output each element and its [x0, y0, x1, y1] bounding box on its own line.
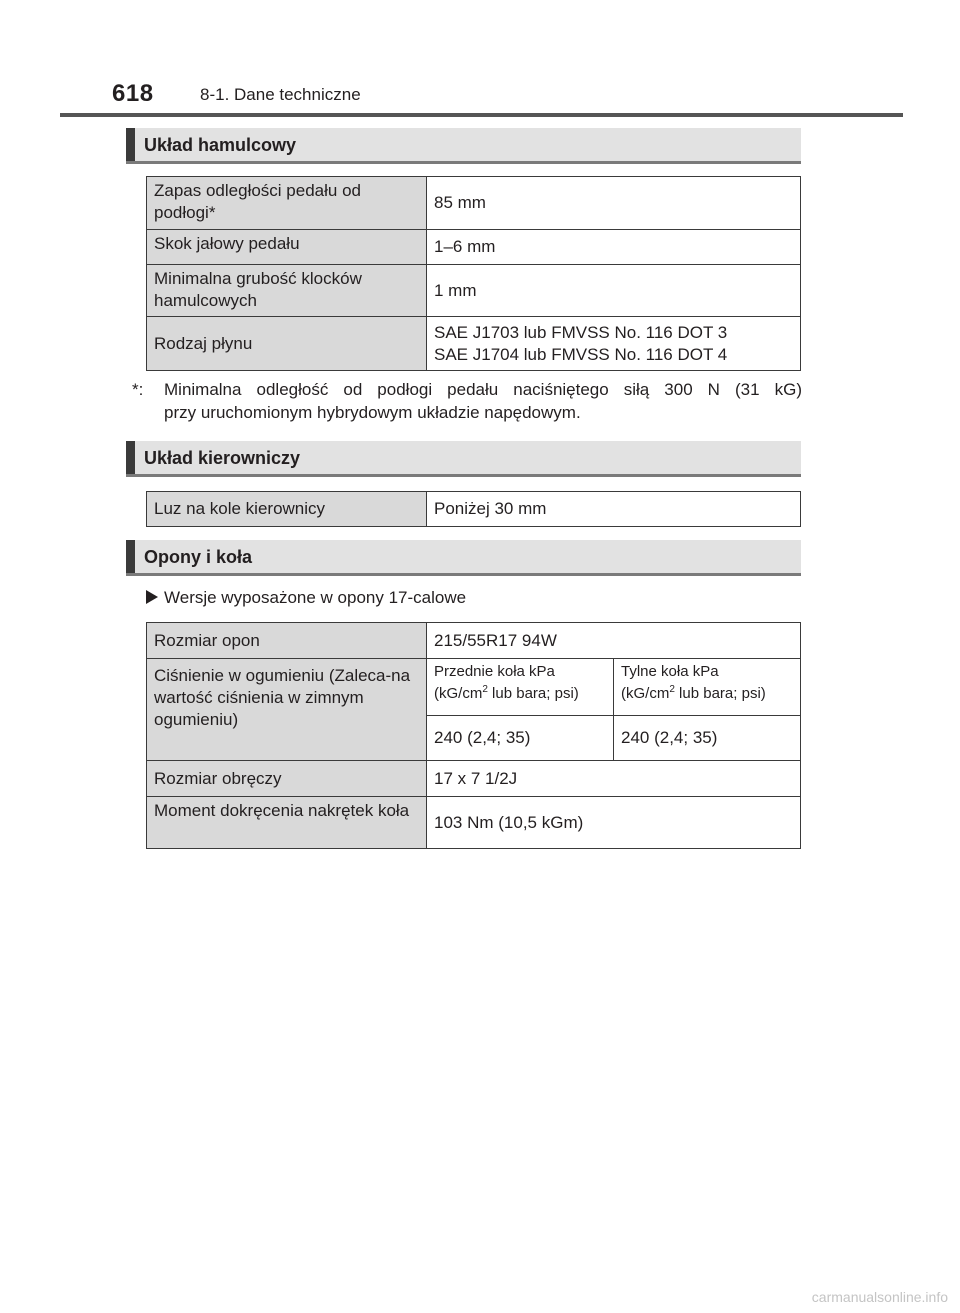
rear-head-line-1: Tylne koła kPa — [621, 663, 719, 680]
section-tires-heading — [126, 540, 801, 576]
front-head-line-2: ($kG/cm^2$ lub bara; psi) — [434, 684, 579, 702]
row-label: Rozmiar opon — [147, 623, 427, 659]
tires-table — [146, 622, 801, 849]
row-label: Skok jałowy pedału — [147, 230, 427, 265]
brakes-table — [146, 176, 801, 371]
row-value: 1–6 mm — [427, 230, 801, 265]
page-number: 618 — [112, 80, 154, 107]
footnote-line-2: przy uruchomionym hybrydowym układzie napędowym. — [164, 403, 581, 422]
front-pressure-heading — [427, 659, 614, 716]
section-title: Układ kierowniczy — [144, 448, 301, 468]
footer-watermark[interactable]: carmanualsonline.info — [811, 1289, 948, 1305]
table-row — [147, 265, 801, 317]
table-row — [147, 797, 801, 849]
table-row — [147, 177, 801, 230]
page-header — [0, 0, 960, 118]
steering-table — [146, 491, 801, 527]
footnote-line-1: Minimalna odległość od podłogi pedału naciśniętego siłą 300 N (31 kG) — [164, 380, 802, 399]
section-marker — [126, 540, 135, 573]
row-label: Rozmiar obręczy — [147, 761, 427, 797]
triangle-bullet-icon — [146, 590, 158, 604]
fluid-line-1: SAE J1703 lub FMVSS No. 116 DOT 3 — [434, 322, 728, 342]
row-value: Poniżej 30 mm — [427, 492, 801, 527]
row-label: Zapas odległości pedału od podłogi* — [147, 177, 427, 230]
table-row — [147, 623, 801, 659]
section-steering-heading — [126, 441, 801, 477]
section-marker — [126, 441, 135, 474]
section-title: Układ hamulcowy — [144, 135, 297, 155]
row-label: Rodzaj płynu — [147, 317, 427, 371]
row-value: 85 mm — [427, 177, 801, 230]
table-row — [147, 230, 801, 265]
fluid-line-2: SAE J1704 lub FMVSS No. 116 DOT 4 — [434, 344, 728, 364]
row-value: 215/55R17 94W — [427, 623, 801, 659]
section-brakes-heading — [126, 128, 801, 164]
section-marker — [126, 128, 135, 161]
footnote-marker: *: — [132, 380, 144, 399]
row-label: Moment dokręcenia nakrętek koła — [147, 797, 427, 849]
footnote — [132, 378, 802, 424]
table-row — [147, 492, 801, 527]
row-value: 103 Nm (10,5 kGm) — [427, 797, 801, 849]
front-head-line-1: Przednie koła kPa — [434, 663, 555, 680]
rear-pressure-value: 240 (2,4; 35) — [614, 716, 801, 761]
rear-pressure-heading — [614, 659, 801, 716]
bullet-text: Wersje wyposażone w opony 17-calowe — [164, 588, 467, 607]
row-label: Minimalna grubość klocków hamulcowych — [147, 265, 427, 317]
row-label: Luz na kole kierownicy — [147, 492, 427, 527]
variant-bullet — [146, 588, 466, 608]
front-pressure-value: 240 (2,4; 35) — [427, 716, 614, 761]
section-title: Opony i koła — [144, 547, 253, 567]
row-label: Ciśnienie w ogumieniu (Zaleca-na wartość ciśnienia w zimnym ogumieniu) — [147, 659, 427, 761]
table-row — [147, 761, 801, 797]
chapter-title: 8-1. Dane techniczne — [200, 85, 361, 104]
table-row — [147, 317, 801, 371]
row-value — [427, 317, 801, 371]
row-value: 17 x 7 1/2J — [427, 761, 801, 797]
rear-head-line-2: ($kG/cm^2$ lub bara; psi) — [621, 684, 766, 702]
header-rule — [60, 113, 903, 117]
row-value: 1 mm — [427, 265, 801, 317]
table-row — [147, 659, 801, 716]
